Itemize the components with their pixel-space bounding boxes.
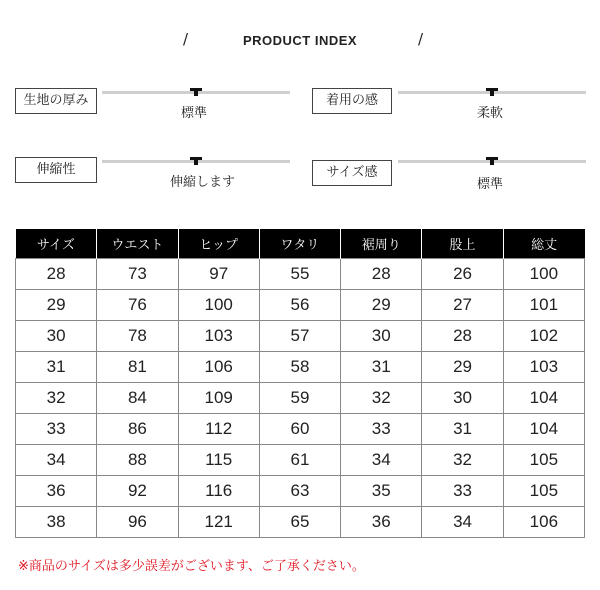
table-cell: 103 (503, 352, 584, 383)
table-row (16, 507, 585, 538)
attr-value-thickness: 標準 (181, 106, 208, 121)
table-header-cell: 裾周り (341, 229, 422, 259)
table-body (16, 259, 585, 538)
attr-label-size-feel: サイズ感 (312, 160, 392, 186)
table-cell: 105 (503, 476, 584, 507)
attr-value-feel: 柔軟 (477, 106, 504, 121)
table-cell: 38 (16, 507, 97, 538)
table-cell: 106 (178, 352, 259, 383)
table-cell: 28 (422, 321, 503, 352)
attr-value-size-feel: 標準 (477, 177, 504, 192)
table-cell: 29 (341, 290, 422, 321)
table-cell: 30 (16, 321, 97, 352)
table-cell: 35 (341, 476, 422, 507)
table-cell: 30 (341, 321, 422, 352)
table-cell: 28 (16, 259, 97, 290)
table-cell: 28 (341, 259, 422, 290)
table-cell: 109 (178, 383, 259, 414)
size-table (15, 229, 585, 538)
table-cell: 100 (178, 290, 259, 321)
table-cell: 32 (422, 445, 503, 476)
table-row (16, 290, 585, 321)
table-cell: 63 (259, 476, 340, 507)
table-cell: 78 (97, 321, 178, 352)
table-cell: 32 (341, 383, 422, 414)
table-header-cell: サイズ (16, 229, 97, 259)
table-cell: 26 (422, 259, 503, 290)
table-header-cell: ウエスト (97, 229, 178, 259)
table-cell: 92 (97, 476, 178, 507)
table-cell: 57 (259, 321, 340, 352)
table-cell: 61 (259, 445, 340, 476)
table-row (16, 383, 585, 414)
table-row (16, 352, 585, 383)
attr-label-feel: 着用の感 (312, 88, 392, 114)
attr-marker-size-feel (486, 157, 498, 165)
table-cell: 31 (422, 414, 503, 445)
table-cell: 84 (97, 383, 178, 414)
table-cell: 59 (259, 383, 340, 414)
table-cell: 58 (259, 352, 340, 383)
attr-value-stretch: 伸縮します (170, 175, 236, 190)
table-cell: 65 (259, 507, 340, 538)
table-cell: 104 (503, 383, 584, 414)
table-cell: 31 (341, 352, 422, 383)
table-cell: 106 (503, 507, 584, 538)
table-cell: 29 (422, 352, 503, 383)
table-cell: 76 (97, 290, 178, 321)
table-cell: 36 (16, 476, 97, 507)
table-cell: 112 (178, 414, 259, 445)
attr-marker-feel (486, 88, 498, 96)
table-cell: 33 (16, 414, 97, 445)
table-cell: 30 (422, 383, 503, 414)
slash-left: / (183, 30, 189, 48)
table-cell: 104 (503, 414, 584, 445)
table-cell: 27 (422, 290, 503, 321)
table-header-cell: 股上 (422, 229, 503, 259)
table-cell: 121 (178, 507, 259, 538)
table-cell: 86 (97, 414, 178, 445)
slash-right: / (418, 30, 424, 48)
table-cell: 34 (16, 445, 97, 476)
table-row (16, 476, 585, 507)
table-header-cell: ワタリ (259, 229, 340, 259)
attr-label-stretch: 伸縮性 (15, 157, 97, 183)
table-row (16, 445, 585, 476)
table-cell: 97 (178, 259, 259, 290)
table-cell: 55 (259, 259, 340, 290)
table-cell: 105 (503, 445, 584, 476)
table-cell: 103 (178, 321, 259, 352)
table-cell: 101 (503, 290, 584, 321)
table-cell: 33 (422, 476, 503, 507)
table-cell: 32 (16, 383, 97, 414)
page-title: PRODUCT INDEX (242, 33, 358, 48)
table-row (16, 321, 585, 352)
table-row (16, 259, 585, 290)
table-cell: 73 (97, 259, 178, 290)
attr-marker-thickness (190, 88, 202, 96)
size-note: ※商品のサイズは多少誤差がございます、ご了承ください。 (18, 559, 365, 574)
table-row (16, 414, 585, 445)
table-cell: 100 (503, 259, 584, 290)
attr-label-thickness: 生地の厚み (15, 88, 97, 114)
table-cell: 102 (503, 321, 584, 352)
table-cell: 56 (259, 290, 340, 321)
table-header-cell: ヒップ (178, 229, 259, 259)
attr-marker-stretch (190, 157, 202, 165)
table-header-cell: 総丈 (503, 229, 584, 259)
table-cell: 88 (97, 445, 178, 476)
table-cell: 29 (16, 290, 97, 321)
table-cell: 31 (16, 352, 97, 383)
table-cell: 34 (341, 445, 422, 476)
table-cell: 81 (97, 352, 178, 383)
table-cell: 34 (422, 507, 503, 538)
table-header-row (16, 229, 585, 259)
table-cell: 115 (178, 445, 259, 476)
table-cell: 96 (97, 507, 178, 538)
table-cell: 36 (341, 507, 422, 538)
table-cell: 60 (259, 414, 340, 445)
table-cell: 116 (178, 476, 259, 507)
table-cell: 33 (341, 414, 422, 445)
